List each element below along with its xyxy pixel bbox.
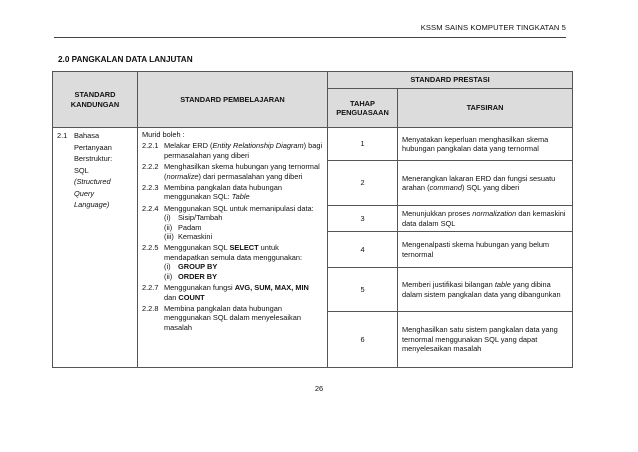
- header-standard-pembelajaran: STANDARD PEMBELAJARAN: [138, 72, 328, 128]
- tahap-cell-6: 6: [328, 312, 398, 368]
- item-number: 2.2.3: [142, 183, 159, 193]
- item-number: 2.2.8: [142, 303, 159, 313]
- item-text-italic: normalize: [166, 171, 199, 181]
- header-standard-prestasi: STANDARD PRESTASI: [328, 72, 573, 89]
- section-title: 2.0 PANGKALAN DATA LANJUTAN: [58, 55, 193, 64]
- sub-number: (i): [164, 262, 171, 272]
- tafsiran-text-italic: table: [494, 280, 511, 290]
- sub-item: [142, 213, 323, 222]
- item-number: 2.2.1: [142, 141, 159, 151]
- sub-text: Kemaskini: [178, 232, 213, 242]
- item-text-bold: COUNT: [178, 292, 205, 302]
- pembelajaran-cell: [138, 128, 328, 368]
- tafsiran-text: ) SQL yang diberi: [461, 183, 520, 192]
- tafsiran-text: dan kemaskini data dalam SQL: [402, 209, 566, 228]
- tafsiran-cell-6: Menghasilkan satu sistem pangkalan data yang ternormal menggunakan SQL yang dapat menyelesaikan masalah: [398, 312, 573, 368]
- item-text: Membina pangkalan data hubungan menggunakan SQL dalam menyelesaikan masalah: [164, 303, 301, 332]
- tafsiran-text: Memberi justifikasi bilangan: [402, 280, 495, 290]
- item-text-italic: Entity Relationship Diagram: [212, 141, 304, 151]
- item-text-bold: AVG, SUM, MAX, MIN: [234, 283, 309, 293]
- tahap-cell-2: 2: [328, 161, 398, 206]
- tafsiran-cell-4: Mengenalpasti skema hubungan yang belum ternormal: [398, 232, 573, 268]
- kandungan-cell: [53, 128, 138, 368]
- item-text: untuk mendapatkan semula data menggunakan:: [164, 243, 303, 262]
- learning-item-2-2-5: [142, 243, 323, 262]
- learning-item-2-2-1: [142, 141, 323, 160]
- kandungan-line: (Structured: [74, 177, 111, 186]
- kandungan-line: SQL: [74, 165, 89, 175]
- tahap-cell-4: 4: [328, 232, 398, 268]
- kandungan-line: Query: [74, 188, 95, 198]
- learning-item-2-2-7: [142, 283, 323, 302]
- item-text: Melakar ERD (: [164, 141, 213, 151]
- sub-item: [142, 272, 323, 281]
- page-number: 26: [314, 384, 324, 393]
- tafsiran-cell-3: [398, 206, 573, 232]
- learning-item-2-2-3: [142, 183, 323, 202]
- tafsiran-text-italic: command: [429, 183, 462, 192]
- kandungan-line: Bahasa: [74, 131, 100, 140]
- kandungan-line: Pertanyaan: [74, 142, 112, 152]
- item-text: Membina pangkalan data hubungan menggunakan SQL:: [164, 183, 282, 202]
- sub-text: GROUP BY: [178, 262, 218, 272]
- tafsiran-text: Menunjukkan proses: [402, 209, 473, 219]
- item-number: 2.2.7: [142, 283, 159, 293]
- learning-item-2-2-4: [142, 204, 323, 213]
- tafsiran-cell-1: Menyatakan keperluan menghasilkan skema hubungan pangkalan data yang ternormal: [398, 128, 573, 161]
- sub-text: Padam: [178, 222, 202, 232]
- sub-item: [142, 262, 323, 271]
- tafsiran-cell-2: [398, 161, 573, 206]
- tafsiran-text: Menerangkan lakaran ERD dan fungsi sesuatu arahan (: [402, 173, 556, 192]
- header-rule: [54, 37, 566, 38]
- item-number: 2.2.2: [142, 162, 159, 172]
- item-text-italic: Table: [231, 192, 250, 202]
- item-number: 2.2.4: [142, 203, 159, 213]
- item-number: 2.2.5: [142, 243, 159, 253]
- item-text: dan: [164, 292, 179, 302]
- kandungan-line: Berstruktur:: [74, 154, 113, 163]
- tafsiran-cell-5: [398, 268, 573, 312]
- tafsiran-text: yang dibina dalam sistem pangkalan data yang dibangunkan: [402, 280, 561, 299]
- kandungan-line: Language): [74, 200, 110, 209]
- sub-item: [142, 232, 323, 241]
- tahap-cell-5: 5: [328, 268, 398, 312]
- header-tahap-penguasaan: TAHAP PENGUASAAN: [328, 89, 398, 128]
- standards-table: [52, 71, 573, 368]
- sub-text: ORDER BY: [178, 271, 218, 281]
- sub-text: Sisip/Tambah: [178, 213, 223, 223]
- header-tafsiran: TAFSIRAN: [398, 89, 573, 128]
- item-text: Menggunakan SQL: [164, 243, 230, 253]
- learning-item-2-2-2: [142, 162, 323, 181]
- item-text: Menggunakan fungsi: [164, 283, 235, 293]
- item-text: Menggunakan SQL untuk memanipulasi data:: [164, 203, 314, 213]
- running-header: KSSM SAINS KOMPUTER TINGKATAN 5: [420, 23, 566, 32]
- pembelajaran-intro: Murid boleh :: [142, 130, 185, 139]
- kandungan-number: 2.1: [57, 131, 68, 140]
- sub-number: (ii): [164, 222, 173, 232]
- tahap-cell-1: 1: [328, 128, 398, 161]
- sub-number: (ii): [164, 271, 173, 281]
- tafsiran-text-italic: normalization: [472, 209, 517, 219]
- item-text-bold: SELECT: [229, 243, 259, 253]
- learning-item-2-2-8: [142, 304, 323, 332]
- item-text: ) dari permasalahan yang diberi: [198, 171, 303, 181]
- item-text: ) bagi permasalahan yang diberi: [164, 141, 323, 160]
- tahap-cell-3: 3: [328, 206, 398, 232]
- sub-item: [142, 223, 323, 232]
- item-text: Menghasilkan skema hubungan yang ternormal (: [164, 162, 320, 181]
- sub-number: (i): [164, 213, 171, 223]
- header-standard-kandungan: STANDARD KANDUNGAN: [53, 72, 138, 128]
- sub-number: (iii): [164, 232, 174, 242]
